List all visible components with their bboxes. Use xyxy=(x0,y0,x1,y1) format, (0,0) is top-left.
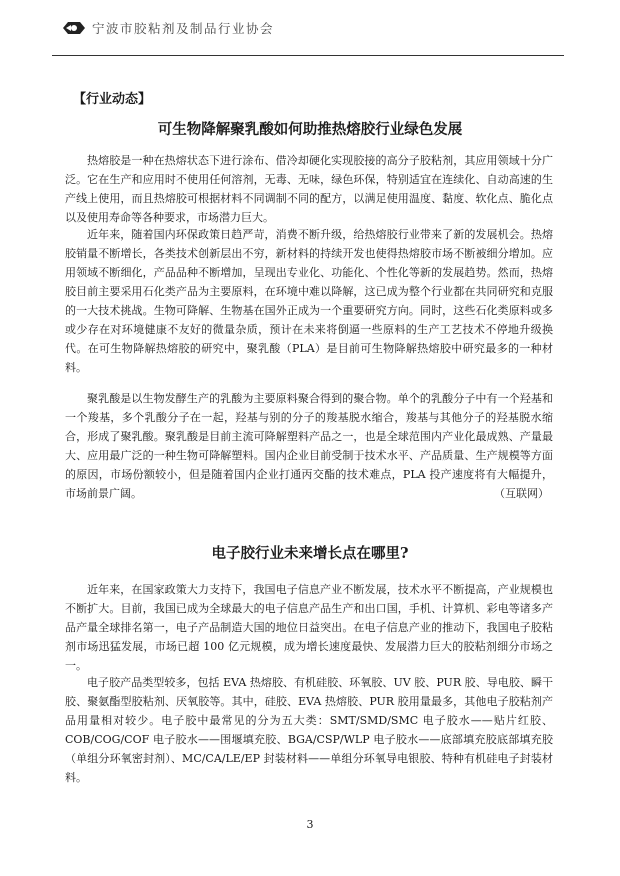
page-header xyxy=(52,8,564,48)
article1-paragraph-block xyxy=(65,389,553,503)
article1-paragraph: 聚乳酸是以生物发酵生产的乳酸为主要原料聚合得到的聚合物。单个的乳酸分子中有一个羟基和一个羧基，多个乳酸分子在一起，羟基与别的分子的羧基脱水缩合，羧基与其他分子的羟基脱水缩合，形成了聚乳酸。聚乳酸是目前主流可降解塑料产品之一，也是全球范围内产业化最成熟、产量最大、应用最广泛的一种生物可降解塑料。国内企业目前受制于技术水平、产品质量、生产规模等方面的原因，市场份额较小，但是随着国内企业打通丙交酯的技术难点，PLA 投产速度将有大幅提升，市场前景广阔。 xyxy=(65,392,553,500)
article1-source: （互联网） xyxy=(494,487,549,500)
article2-paragraph: 近年来，在国家政策大力支持下，我国电子信息产业不断发展，技术水平不断提高，产业规模也不断扩大。目前，我国已成为全球最大的电子信息产品生产和出口国，手机、计算机、彩电等诸多产品产量全球排名第一，电子产品制造大国的地位日益突出。在电子信息产业的推动下，我国电子胶粘剂市场迅猛发展，市场已超 100 亿元规模，成为增长速度最快、发展潜力巨大的胶粘剂细分市场之一。 xyxy=(65,583,553,672)
association-name: 宁波市胶粘剂及制品行业协会 xyxy=(92,21,275,36)
association-logo-icon xyxy=(62,20,86,36)
article2-title: 电子胶行业未来增长点在哪里? xyxy=(211,545,409,562)
page-number: 3 xyxy=(306,818,314,831)
article1-paragraph: 近年来，随着国内环保政策日趋严苛，消费不断升级，给热熔胶行业带来了新的发展机会。热熔胶销量不断增长，各类技术创新层出不穷，新材料的持续开发也使得热熔胶市场不断被细分增加。应用领域不断细化，产品品种不断增加，呈现出专业化、功能化、个性化等新的发展趋势。然而，热熔胶目前主要采用石化类产品为主要原料，在环境中难以降解，这已成为整个行业都在共同研究和克服的一大技术挑战。生物可降解、生物基在国外正成为一个重要研究方向。同时，这些石化类原料或多或少存在对环境健康不友好的微量杂质，预计在未来将倒逼一些原料的生产工艺技术不停地升级换代。在可生物降解热熔胶的研究中，聚乳酸（PLA）是目前可生物降解热熔胶中研究最多的一种材料。 xyxy=(65,228,553,374)
article1-title: 可生物降解聚乳酸如何助推热熔胶行业绿色发展 xyxy=(157,121,463,138)
section-tag: 【行业动态】 xyxy=(73,92,152,107)
header-rule xyxy=(52,55,564,56)
article1-paragraph: 热熔胶是一种在热熔状态下进行涂布、借冷却硬化实现胶接的高分子胶粘剂，其应用领域十分广泛。它在生产和应用时不使用任何溶剂，无毒、无味，绿色环保，特别适宜在连续化、自动高速的生产线上使用，而且热熔胶可根据材料不同调制不同的配方，以满足使用温度、黏度、软化点、脆化点以及使用寿命等各种要求，市场潜力巨大。 xyxy=(65,154,553,224)
article2-paragraph: 电子胶产品类型较多，包括 EVA 热熔胶、有机硅胶、环氧胶、UV 胶、PUR 胶、导电胶、瞬干胶、聚氨酯型胶粘剂、厌氧胶等。其中，硅胶、EVA 热熔胶、PUR 胶用量最多，其他电子胶粘剂产品用量相对较少。电子胶中最常见的分为五大类：SMT/SMD/SMC 电子胶水——贴片红胶、COB/COG/COF 电子胶水——围堰填充胶、BGA/CSP/WLP 电子胶水——底部填充胶底部填充胶（单组分环氧密封剂）、MC/CA/LE/EP 封装材料——单组分环氧导电银胶、特种有机硅电子封装材料。 xyxy=(65,676,553,784)
